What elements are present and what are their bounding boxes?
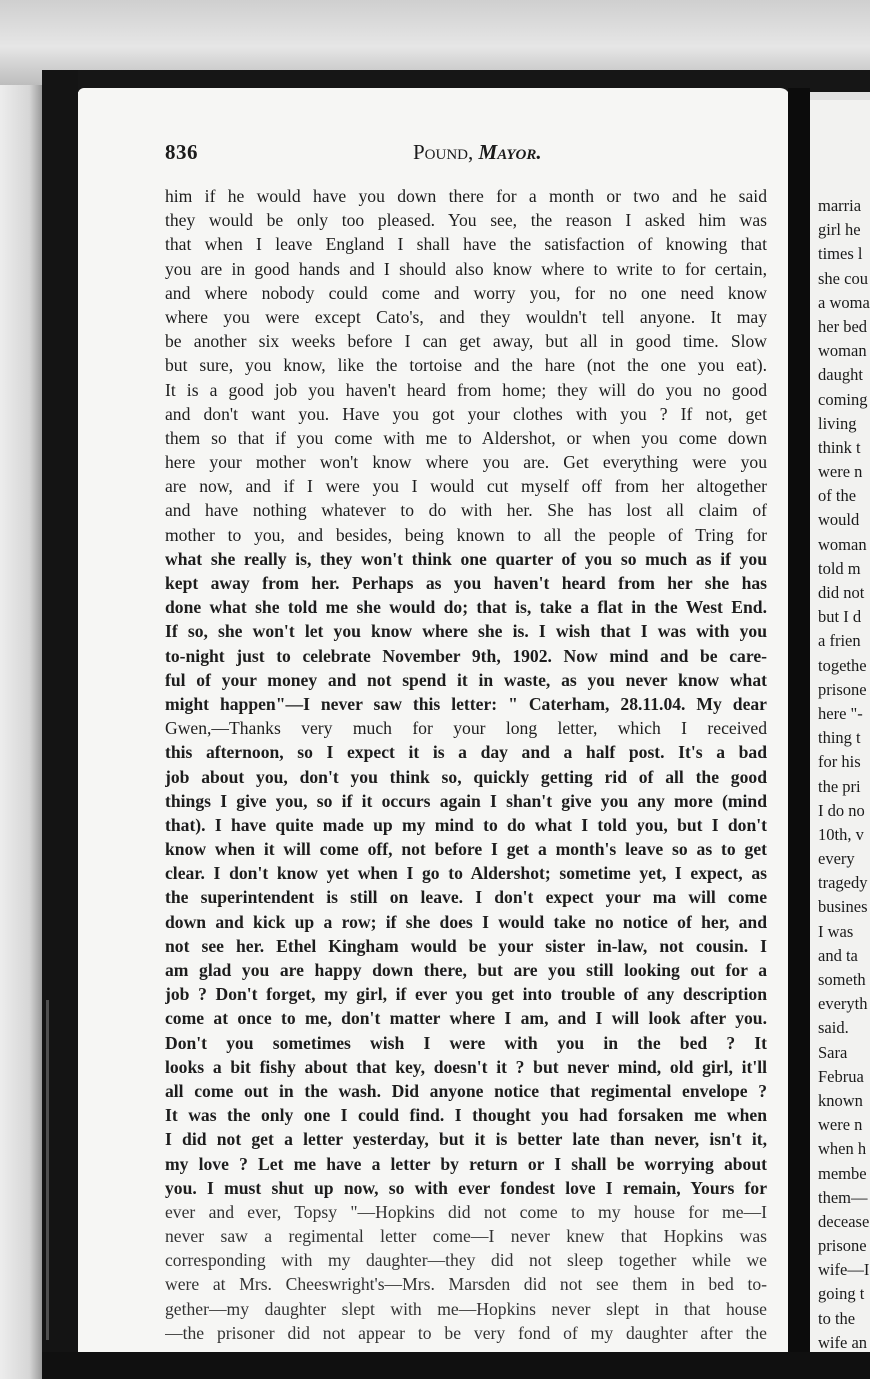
text-line: you. I must shut up now, so with ever fondest love I remain, Yours for: [165, 1177, 767, 1198]
text-line: know when it will come off, not before I get a month's leave so as to get: [165, 839, 767, 860]
facing-text-fragment: Februa: [818, 1066, 864, 1086]
text-line: job about you, don't you think so, quickly getting rid of all the good: [165, 766, 767, 787]
facing-text-fragment: coming: [818, 389, 868, 409]
text-line: mother to you, and besides, being known to all the people of Tring for: [165, 524, 767, 545]
facing-text-fragment: times l: [818, 244, 863, 264]
facing-text-fragment: to the: [818, 1308, 856, 1328]
facing-text-fragment: known: [818, 1090, 863, 1110]
facing-text-fragment: wife an: [818, 1332, 868, 1352]
text-line: that when I leave England I shall have the satisfaction of knowing that: [165, 234, 767, 255]
text-line: what she really is, they won't think one quarter of you so much as if you: [165, 548, 767, 569]
facing-text-fragment: woman: [818, 341, 867, 361]
text-line: I did not get a letter yesterday, but it is better late than never, isn't it,: [165, 1129, 767, 1150]
text-line: corresponding with my daughter—they did not sleep together while we: [165, 1250, 767, 1271]
facing-text-fragment: them—: [818, 1187, 868, 1207]
facing-text-fragment: were n: [818, 1115, 863, 1135]
facing-text-fragment: Sara: [818, 1042, 848, 1062]
text-line: kept away from her. Perhaps as you haven't heard from her she has: [165, 573, 767, 593]
text-line: my love ? Let me have a letter by return or I shall be worrying about: [165, 1153, 767, 1174]
facing-text-fragment: of the: [818, 486, 857, 506]
facing-text-fragment: said.: [818, 1018, 849, 1038]
text-line: the superintendent is still on leave. I don't expect your ma will come: [165, 887, 767, 908]
facing-text-fragment: would: [818, 510, 860, 530]
text-line: to-night just to celebrate November 9th, 1902. Now mind and be care-: [165, 645, 767, 666]
text-line: done what she told me she would do; that is, take a flat in the West End.: [165, 597, 767, 618]
facing-text-fragment: busines: [818, 897, 868, 917]
text-line: and where nobody could come and worry you, for no one need know: [165, 282, 767, 303]
facing-text-fragment: daught: [818, 365, 863, 385]
page-body-text: [165, 184, 767, 1345]
text-line: never saw a regimental letter come—I never knew that Hopkins was: [165, 1226, 767, 1247]
facing-page-fragment: [810, 100, 870, 1352]
facing-text-fragment: everyth: [818, 994, 868, 1014]
facing-text-fragment: tragedy: [818, 873, 868, 893]
text-line: It is a good job you haven't heard from home; they will do you no good: [165, 379, 767, 400]
binding-shadow-bottom: [42, 1352, 870, 1379]
text-line: and have nothing whatever to do with her. She has lost all claim of: [165, 500, 767, 521]
text-line: ever and ever, Topsy "—Hopkins did not come to my house for me—I: [165, 1201, 767, 1222]
text-line: but sure, you know, like the tortoise and the hare (not the one you eat).: [165, 355, 767, 376]
facing-text-fragment: for his: [818, 752, 861, 772]
text-line: Gwen,—Thanks very much for your long letter, which I received: [165, 718, 767, 739]
facing-text-fragment: here "-: [818, 703, 863, 723]
facing-text-fragment: but I d: [818, 607, 862, 627]
facing-text-fragment: membe: [818, 1163, 867, 1183]
facing-text-fragment: prisone: [818, 1236, 867, 1256]
text-line: here your mother won't know where you are. Get everything were you: [165, 452, 767, 473]
facing-text-fragment: woman: [818, 534, 867, 554]
facing-text-fragment: I do no: [818, 800, 865, 820]
text-line: you are in good hands and I should also know where to write to for certain,: [165, 258, 767, 279]
facing-text-fragment: did not: [818, 583, 865, 602]
text-line: things I give you, so if it occurs again I shan't give you any more (mind: [165, 790, 767, 811]
text-line: and don't want you. Have you got your clothes with you ? If not, get: [165, 403, 767, 424]
facing-text-fragment: told m: [818, 558, 861, 578]
facing-text-fragment: decease: [818, 1211, 870, 1231]
facing-text-fragment: thing t: [818, 728, 861, 748]
book-gutter: [788, 88, 810, 1354]
page-number: 836: [165, 140, 198, 164]
text-line: they would be only too pleased. You see, the reason I asked him was: [165, 210, 767, 231]
facing-text-fragment: wife—I: [818, 1260, 870, 1280]
facing-text-fragment: a frien: [818, 631, 861, 651]
facing-text-fragment: when h: [818, 1139, 867, 1159]
facing-text-fragment: her bed: [818, 316, 868, 336]
text-line: ful of your money and not spend it in waste, as you never know what: [165, 669, 767, 690]
facing-text-fragment: she cou: [818, 268, 868, 288]
facing-text-fragment: living: [818, 413, 857, 433]
facing-text-fragment: the pri: [818, 776, 861, 796]
running-title-office: Mayor.: [478, 140, 542, 164]
facing-text-fragment: a woma: [818, 292, 870, 312]
facing-text-fragment: girl he: [818, 220, 861, 240]
facing-text-fragment: someth: [818, 970, 866, 989]
scan-crease: [46, 1000, 49, 1340]
text-line: come at once to me, don't matter where I am, and I will look after you.: [165, 1008, 767, 1029]
facing-text-fragment: marria: [818, 196, 862, 215]
text-line: might happen"—I never saw this letter: " Caterham, 28.11.04. My dear: [165, 693, 767, 714]
text-line: am glad you are happy down there, but are you still looking out for a: [165, 960, 767, 980]
text-line: —the prisoner did not appear to be very fond of my daughter after the: [165, 1322, 767, 1343]
text-line: be another six weeks before I can get away, but all in good time. Slow: [165, 331, 767, 352]
text-line: are now, and if I were you I would cut myself off from her altogether: [165, 476, 767, 497]
scan-left-edge: [0, 85, 42, 1379]
text-line: this afternoon, so I expect it is a day and a half post. It's a bad: [165, 742, 767, 763]
text-line: them so that if you come with me to Aldershot, or when you come down: [165, 427, 767, 448]
facing-text-fragment: and ta: [818, 945, 858, 965]
text-line: him if he would have you down there for a month or two and he said: [165, 186, 767, 206]
text-line: all come out in the wash. Did anyone notice that regimental envelope ?: [165, 1080, 767, 1101]
facing-text-fragment: every: [818, 849, 855, 869]
text-line: It was the only one I could find. I thought you had forsaken me when: [165, 1105, 767, 1126]
page-header: [165, 140, 765, 170]
text-line: that). I have quite made up my mind to do what I told you, but I don't: [165, 814, 767, 835]
text-line: Don't you sometimes wish I were with you in the bed ? It: [165, 1032, 767, 1053]
facing-text-fragment: prisone: [818, 679, 867, 699]
running-title-name: Pound,: [413, 140, 474, 164]
text-line: gether—my daughter slept with me—Hopkins never slept in that house: [165, 1298, 767, 1319]
text-line: were at Mrs. Cheeswright's—Mrs. Marsden did not see them in bed to-: [165, 1274, 767, 1295]
facing-text-fragment: think t: [818, 437, 861, 457]
facing-text-fragment: I was: [818, 921, 854, 941]
text-line: where you were except Cato's, and they wouldn't tell anyone. It may: [165, 306, 767, 327]
facing-text-fragment: going t: [818, 1284, 865, 1304]
facing-text-fragment: 10th, v: [818, 824, 864, 844]
facing-page-text: [818, 194, 870, 1352]
facing-text-fragment: were n: [818, 462, 863, 482]
running-title: [413, 140, 542, 165]
text-line: looks a bit fishy about that key, doesn't it ? but never mind, old girl, it'll: [165, 1056, 767, 1077]
facing-text-fragment: togethe: [818, 655, 867, 675]
text-line: down and kick up a row; if she does I would take no notice of her, and: [165, 911, 767, 932]
text-line: job ? Don't forget, my girl, if ever you get into trouble of any description: [165, 984, 767, 1005]
text-line: not see her. Ethel Kingham would be your sister in-law, not cousin. I: [165, 935, 767, 956]
text-line: clear. I don't know yet when I go to Aldershot; sometime yet, I expect, as: [165, 863, 767, 884]
text-line: If so, she won't let you know where she is. I wish that I was with you: [165, 621, 767, 642]
